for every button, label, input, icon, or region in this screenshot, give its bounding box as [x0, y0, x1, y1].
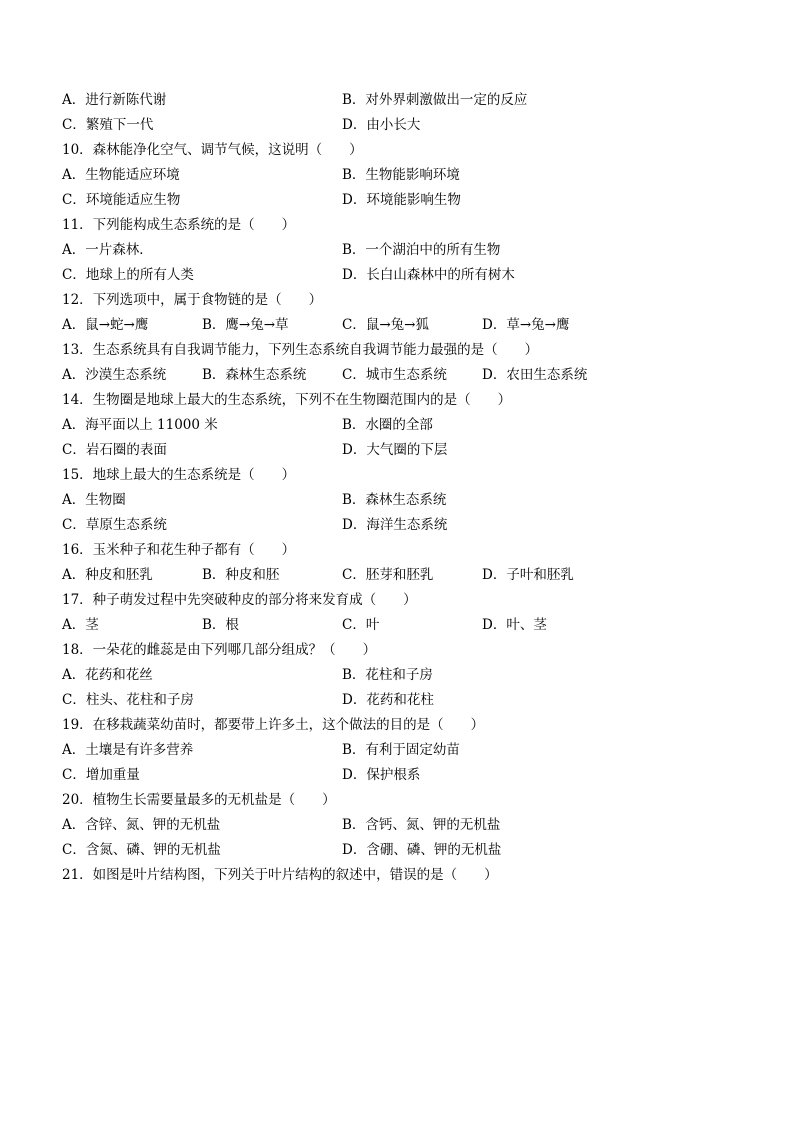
answer-option: A．含锌、氮、钾的无机盐 — [62, 817, 221, 833]
question-stem: 11．下列能构成生态系统的是（ ） — [62, 217, 296, 233]
answer-option: B．花柱和子房 — [342, 667, 433, 683]
answer-option: B．森林生态系统 — [202, 367, 307, 383]
answer-option: C．叶 — [342, 617, 380, 633]
answer-option: C．鼠→兔→狐 — [342, 317, 429, 333]
answer-option: D．长白山森林中的所有树木 — [342, 267, 515, 283]
answer-option: D．含硼、磷、钾的无机盐 — [342, 842, 502, 858]
answer-option: B．种皮和胚 — [202, 567, 280, 583]
question-stem: 16．玉米种子和花生种子都有（ ） — [62, 542, 296, 558]
option-row — [62, 613, 742, 637]
answer-option: B．森林生态系统 — [342, 492, 447, 508]
answer-option: C．柱头、花柱和子房 — [62, 692, 194, 708]
answer-option: B．一个湖泊中的所有生物 — [342, 242, 501, 258]
option-row — [62, 563, 742, 587]
answer-option: C．繁殖下一代 — [62, 117, 154, 133]
option-row — [62, 738, 742, 762]
answer-option: A．花药和花丝 — [62, 667, 153, 683]
option-row — [62, 88, 742, 112]
answer-option: D．花药和花柱 — [342, 692, 434, 708]
question-stem: 19．在移栽蔬菜幼苗时，都要带上许多土，这个做法的目的是（ ） — [62, 717, 485, 733]
answer-option: A．鼠→蛇→鹰 — [62, 317, 149, 333]
question-stem: 20．植物生长需要量最多的无机盐是（ ） — [62, 792, 336, 808]
answer-option: A．一片森林． — [62, 242, 153, 258]
question-stem: 18．一朵花的雌蕊是由下列哪几部分组成？（ ） — [62, 642, 377, 658]
option-row — [62, 413, 742, 437]
answer-option: C．含氮、磷、钾的无机盐 — [62, 842, 221, 858]
answer-option: D．环境能影响生物 — [342, 192, 461, 208]
option-row — [62, 163, 742, 187]
answer-option: A．种皮和胚乳 — [62, 567, 153, 583]
answer-option: B．根 — [202, 617, 239, 633]
answer-option: C．增加重量 — [62, 767, 140, 783]
option-row — [62, 488, 742, 512]
answer-option: B．有利于固定幼苗 — [342, 742, 460, 758]
answer-option: D．大气圈的下层 — [342, 442, 448, 458]
option-row — [62, 113, 742, 137]
question-stem: 17．种子萌发过程中先突破种皮的部分将来发育成（ ） — [62, 592, 417, 608]
answer-option: C．胚芽和胚乳 — [342, 567, 434, 583]
answer-option: D．由小长大 — [342, 117, 421, 133]
option-row — [62, 663, 742, 687]
answer-option: A．生物能适应环境 — [62, 167, 180, 183]
answer-option: C．地球上的所有人类 — [62, 267, 194, 283]
question-stem: 14．生物圈是地球上最大的生态系统，下列不在生物圈范围内的是（ ） — [62, 392, 512, 408]
answer-option: B．含钙、氮、钾的无机盐 — [342, 817, 501, 833]
answer-option: D．保护根系 — [342, 767, 421, 783]
answer-option: C．岩石圈的表面 — [62, 442, 167, 458]
option-row — [62, 363, 742, 387]
question-stem: 21．如图是叶片结构图，下列关于叶片结构的叙述中，错误的是（ ） — [62, 867, 498, 883]
option-row — [62, 438, 742, 462]
answer-option: C．环境能适应生物 — [62, 192, 181, 208]
answer-option: A．沙漠生态系统 — [62, 367, 167, 383]
answer-option: D．叶、茎 — [482, 617, 547, 633]
option-row — [62, 688, 742, 712]
answer-option: A．海平面以上 11000 米 — [62, 417, 218, 433]
question-stem: 10．森林能净化空气、调节气候，这说明（ ） — [62, 142, 363, 158]
option-row — [62, 263, 742, 287]
answer-option: B．生物能影响环境 — [342, 167, 460, 183]
answer-option: A．生物圈 — [62, 492, 126, 508]
question-stem: 15．地球上最大的生态系统是（ ） — [62, 467, 296, 483]
option-row — [62, 813, 742, 837]
answer-option: B．对外界刺激做出一定的反应 — [342, 92, 528, 108]
answer-option: D．海洋生态系统 — [342, 517, 448, 533]
option-row — [62, 313, 742, 337]
option-row — [62, 238, 742, 262]
answer-option: D．草→兔→鹰 — [482, 317, 570, 333]
answer-option: C．城市生态系统 — [342, 367, 447, 383]
question-stem: 13．生态系统具有自我调节能力，下列生态系统自我调节能力最强的是（ ） — [62, 342, 539, 358]
option-row — [62, 763, 742, 787]
option-row — [62, 838, 742, 862]
answer-option: A．茎 — [62, 617, 99, 633]
option-row — [62, 188, 742, 212]
option-row — [62, 513, 742, 537]
answer-option: A．进行新陈代谢 — [62, 92, 167, 108]
answer-option: D．子叶和胚乳 — [482, 567, 574, 583]
answer-option: D．农田生态系统 — [482, 367, 588, 383]
answer-option: C．草原生态系统 — [62, 517, 167, 533]
question-stem: 12．下列选项中，属于食物链的是（ ） — [62, 292, 323, 308]
answer-option: B．鹰→兔→草 — [202, 317, 289, 333]
answer-option: A．土壤是有许多营养 — [62, 742, 194, 758]
answer-option: B．水圈的全部 — [342, 417, 433, 433]
